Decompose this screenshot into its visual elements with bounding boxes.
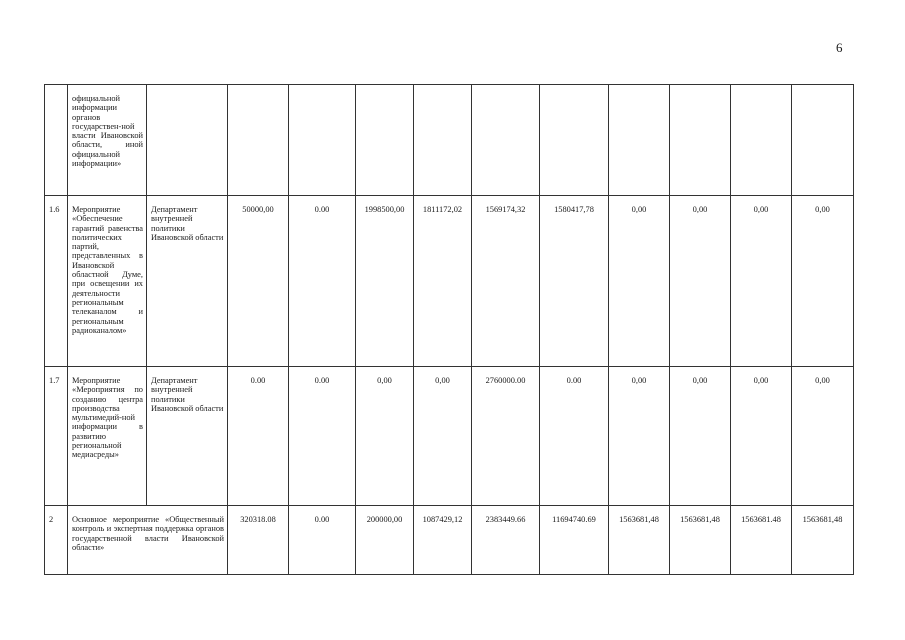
value-cell: 1569174,32 xyxy=(472,196,540,367)
value-cell: 1563681,48 xyxy=(609,506,670,575)
executor: Департамент внутренней политики Ивановской области xyxy=(147,367,228,506)
value-cell: 1998500,00 xyxy=(356,196,414,367)
value-cell: 0.00 xyxy=(228,367,289,506)
value-cell: 1563681.48 xyxy=(731,506,792,575)
value-cell: 1087429,12 xyxy=(414,506,472,575)
activity-name: Мероприятие «Обеспечение гарантий равенства политических партий, представленных в Ивановской областной Думе, при освещении их деятельности региональным телеканалом и региональным радиоканалом» xyxy=(68,196,147,367)
value-cell: 1811172,02 xyxy=(414,196,472,367)
value-cell xyxy=(540,84,609,196)
executor xyxy=(147,84,228,196)
value-cell: 11694740.69 xyxy=(540,506,609,575)
row-index xyxy=(44,84,68,196)
value-cell: 0.00 xyxy=(289,367,356,506)
value-cell: 1563681,48 xyxy=(792,506,854,575)
value-cell: 0.00 xyxy=(540,367,609,506)
page-number: 6 xyxy=(836,40,843,55)
value-cell: 2760000.00 xyxy=(472,367,540,506)
row-index: 1.6 xyxy=(44,196,68,367)
row-index: 2 xyxy=(44,506,68,575)
value-cell: 0.00 xyxy=(289,196,356,367)
row-index: 1.7 xyxy=(44,367,68,506)
value-cell: 0.00 xyxy=(289,506,356,575)
value-cell: 0,00 xyxy=(792,196,854,367)
value-cell: 1563681,48 xyxy=(670,506,731,575)
activity-name: официальной информации органов государствен-ной власти Ивановской области, иной официальной информации» xyxy=(68,84,147,196)
value-cell: 320318.08 xyxy=(228,506,289,575)
value-cell xyxy=(792,84,854,196)
value-cell xyxy=(472,84,540,196)
value-cell xyxy=(356,84,414,196)
value-cell xyxy=(670,84,731,196)
value-cell xyxy=(414,84,472,196)
value-cell: 50000,00 xyxy=(228,196,289,367)
value-cell xyxy=(731,84,792,196)
value-cell: 0,00 xyxy=(670,367,731,506)
value-cell xyxy=(228,84,289,196)
value-cell: 0,00 xyxy=(731,196,792,367)
value-cell: 200000,00 xyxy=(356,506,414,575)
value-cell: 0,00 xyxy=(356,367,414,506)
activity-name: Основное мероприятие «Общественный контроль и экспертная поддержка органов государственной власти Ивановской области» xyxy=(68,506,228,575)
value-cell: 0,00 xyxy=(792,367,854,506)
value-cell: 0,00 xyxy=(609,196,670,367)
budget-table xyxy=(44,84,854,575)
value-cell: 0,00 xyxy=(731,367,792,506)
value-cell xyxy=(609,84,670,196)
activity-name: Мероприятие «Мероприятия по созданию центра производства мультимедий-ной информации в развитию региональной медиасреды» xyxy=(68,367,147,506)
value-cell: 0,00 xyxy=(414,367,472,506)
value-cell xyxy=(289,84,356,196)
value-cell: 1580417,78 xyxy=(540,196,609,367)
value-cell: 0,00 xyxy=(670,196,731,367)
value-cell: 0,00 xyxy=(609,367,670,506)
value-cell: 2383449.66 xyxy=(472,506,540,575)
executor: Департамент внутренней политики Ивановской области xyxy=(147,196,228,367)
